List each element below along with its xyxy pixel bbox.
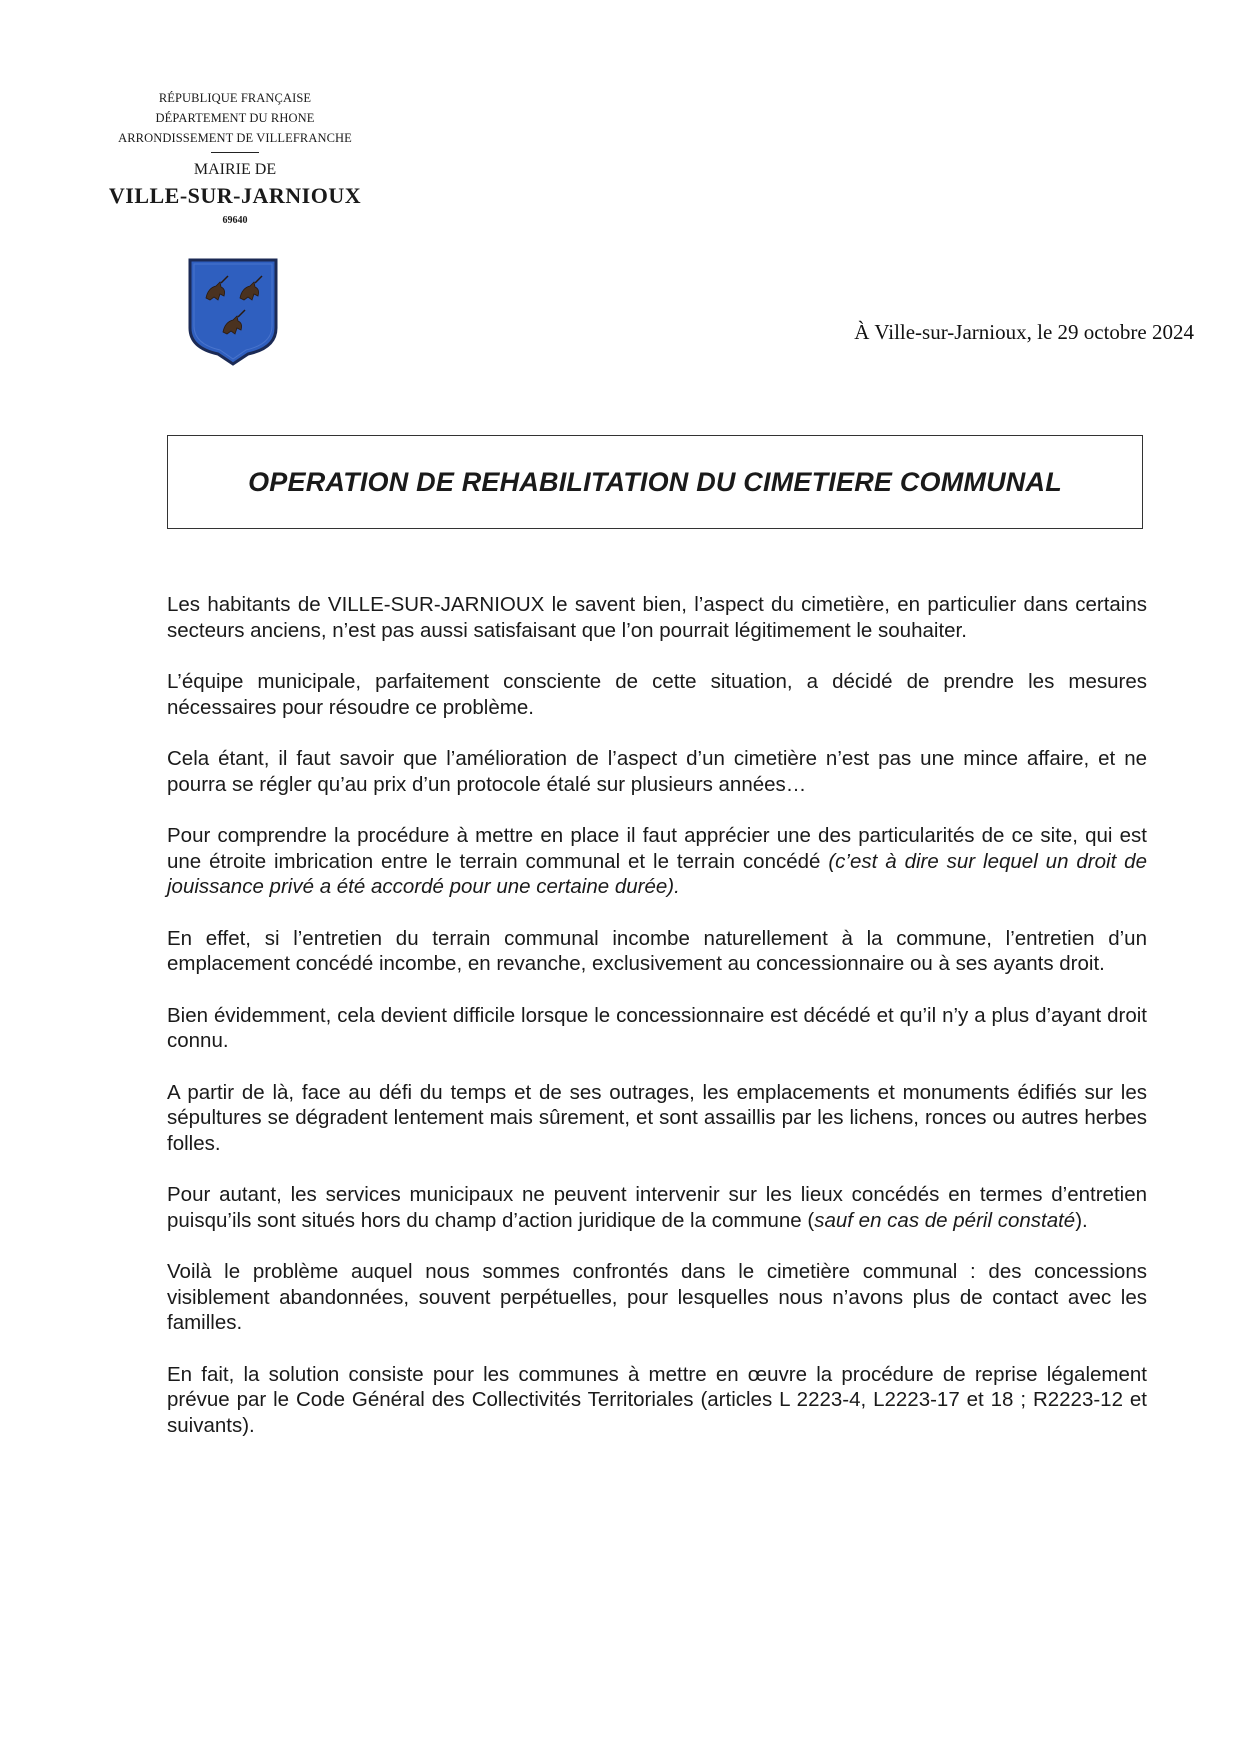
paragraph-10: En fait, la solution consiste pour les communes à mettre en œuvre la procédure de reprise légalement prévue par le Code Général des Collectivités Territoriales (articles L 2223-4, L2223-17 et 18 ; R2223-12 et suivants).: [167, 1362, 1147, 1437]
paragraph-5: En effet, si l’entretien du terrain communal incombe naturellement à la commune, l’entretien d’un emplacement concédé incombe, en revanche, exclusivement au concessionnaire ou à ses ayants droit.: [167, 926, 1147, 975]
paragraph-8-text: Pour autant, les services municipaux ne peuvent intervenir sur les lieux concédés en termes d’entretien puisqu’ils sont situés hors du champ d’action juridique de la commune (: [167, 1183, 1147, 1232]
letterhead-republique: RÉPUBLIQUE FRANÇAISE: [158, 91, 312, 105]
paragraph-6: Bien évidemment, cela devient difficile lorsque le concessionnaire est décédé et qu’il n’y a plus d’ayant droit connu.: [167, 1003, 1147, 1052]
paragraph-7: A partir de là, face au défi du temps et de ses outrages, les emplacements et monuments édifiés sur les sépultures se dégradent lentement mais sûrement, et sont assaillis par les lichens, ronces ou autres herbes folles.: [167, 1080, 1147, 1155]
page-title: OPERATION DE REHABILITATION DU CIMETIERE COMMUNAL: [248, 466, 1062, 497]
paragraph-3: Cela étant, il faut savoir que l’amélioration de l’aspect d’un cimetière n’est pas une mince affaire, et ne pourra se régler qu’au prix d’un protocole étalé sur plusieurs années…: [167, 747, 1147, 796]
coat-of-arms-icon: [186, 256, 280, 368]
letterhead-commune-name: VILLE-SUR-JARNIOUX: [108, 183, 362, 208]
date-line: À Ville-sur-Jarnioux, le 29 octobre 2024: [854, 320, 1194, 344]
paragraph-1: Les habitants de VILLE-SUR-JARNIOUX le savent bien, l’aspect du cimetière, en particulier dans certains secteurs anciens, n’est pas aussi satisfaisant que l’on pourrait légitimement le souhaiter.: [167, 593, 1147, 642]
letterhead-departement: DÉPARTEMENT DU RHONE: [155, 111, 315, 125]
paragraph-8-italic: sauf en cas de péril constaté: [814, 1208, 1076, 1232]
paragraph-2: L’équipe municipale, parfaitement consciente de cette situation, a décidé de prendre les mesures nécessaires pour résoudre ce problème.: [167, 670, 1147, 719]
paragraph-4-text: Pour comprendre la procédure à mettre en place il faut apprécier une des particularités de ce site, qui est une étroite imbrication entre le terrain communal et le terrain concédé: [167, 824, 1147, 873]
paragraph-8: [167, 1182, 1147, 1233]
paragraph-4: [167, 823, 1147, 900]
letterhead-arrondissement: ARRONDISSEMENT DE VILLEFRANCHE: [118, 131, 352, 145]
title-box: [167, 435, 1143, 529]
letterhead-mairie: MAIRIE DE: [193, 161, 277, 178]
paragraph-8-end: ).: [1075, 1208, 1088, 1232]
paragraph-9: Voilà le problème auquel nous sommes confrontés dans le cimetière communal : des concessions visiblement abandonnées, souvent perpétuelles, pour lesquelles nous n’avons plus de contact avec les familles.: [167, 1260, 1147, 1334]
letterhead-postal-code: 69640: [222, 215, 248, 226]
letterhead: [95, 88, 375, 229]
paragraph-4-italic: (c’est à dire sur lequel un droit de jouissance privé a été accordé pour une certaine durée).: [167, 849, 1147, 898]
letter-body: [167, 592, 1147, 1464]
letterhead-divider: [211, 152, 259, 153]
